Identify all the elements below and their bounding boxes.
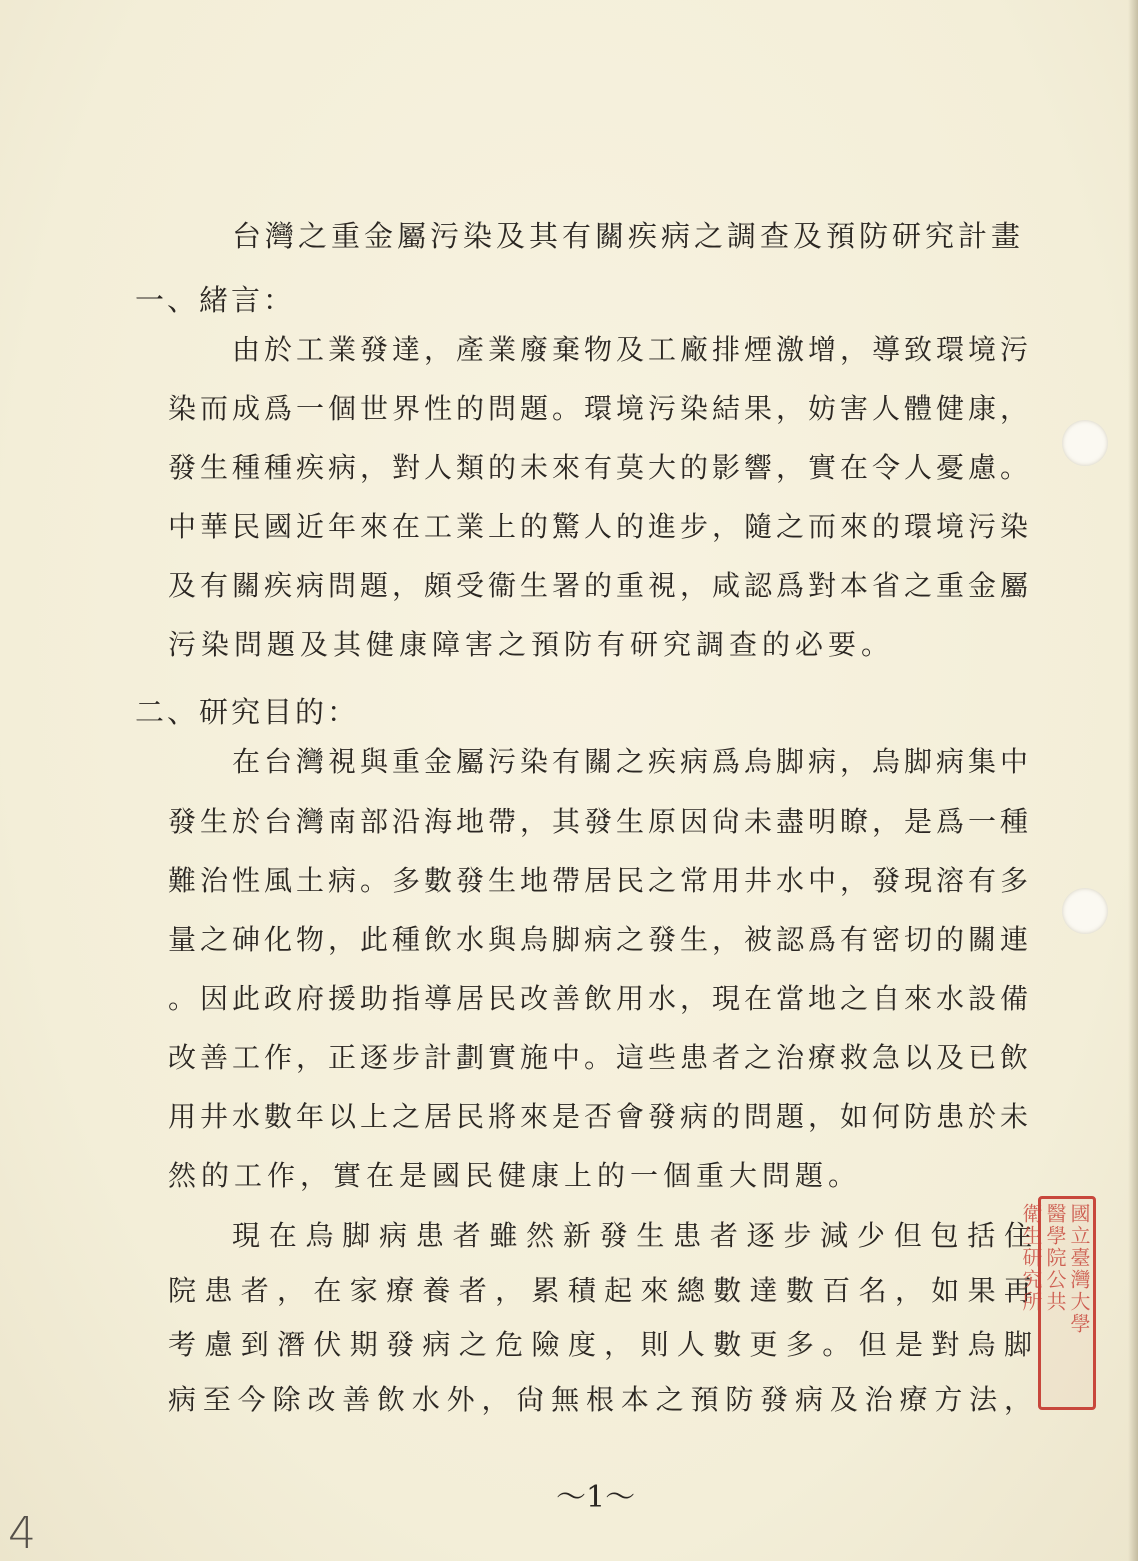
red-seal-stamp [1019, 1196, 1096, 1410]
page-number: ～1～ [556, 1480, 636, 1515]
paragraph-line: 由於工業發達，產業廢棄物及工廠排煙激增，導致環境污 [232, 333, 1028, 366]
paragraph-line: 用井水數年以上之居民將來是否會發病的問題，如何防患於未 [168, 1100, 1028, 1133]
stamp-text-column: 醫學院公共 [1043, 1203, 1067, 1313]
paragraph-line: 染而成爲一個世界性的問題。環境污染結果，妨害人體健康， [168, 392, 1028, 425]
paragraph-line: 難治性風土病。多數發生地帶居民之常用井水中，發現溶有多 [168, 864, 1028, 897]
paragraph-line: 院患者，在家療養者，累積起來總數達數百名，如果再 [168, 1274, 1032, 1307]
paragraph-line: 改善工作，正逐步計劃實施中。這些患者之治療救急以及已飲 [168, 1041, 1028, 1074]
paragraph-line: 考慮到潛伏期發病之危險度，則人數更多。但是對烏脚 [168, 1328, 1032, 1361]
stamp-text-column: 衛生研究所 [1019, 1203, 1043, 1313]
paragraph-line: 發生於台灣南部沿海地帶，其發生原因尙未盡明瞭，是爲一種 [168, 805, 1028, 838]
paragraph-line: 在台灣視與重金屬污染有關之疾病爲烏脚病，烏脚病集中 [232, 745, 1028, 778]
paragraph-line: 。因此政府援助指導居民改善飲用水，現在當地之自來水設備 [168, 982, 1028, 1015]
paragraph-line: 及有關疾病問題，頗受衞生署的重視，咸認爲對本省之重金屬 [168, 569, 1028, 602]
document-title: 台灣之重金屬污染及其有關疾病之調查及預防研究計畫 [232, 219, 1025, 253]
paragraph-line: 然的工作，實在是國民健康上的一個重大問題。 [168, 1159, 862, 1192]
handwritten-page-number: 4 [8, 1508, 36, 1559]
paragraph-line: 中華民國近年來在工業上的驚人的進步，隨之而來的環境污染 [168, 510, 1028, 543]
paragraph-line: 發生種種疾病，對人類的未來有莫大的影響，實在令人憂慮。 [168, 451, 1028, 484]
section-heading-introduction: 一、緒言： [135, 283, 296, 317]
paragraph-line: 量之砷化物，此種飲水與烏脚病之發生，被認爲有密切的關連 [168, 923, 1028, 956]
paragraph-line: 現在烏脚病患者雖然新發生患者逐步減少但包括住 [232, 1219, 1032, 1252]
page-edge-shadow [1128, 0, 1138, 1561]
paragraph-line: 污染問題及其健康障害之預防有研究調查的必要。 [168, 628, 895, 661]
paragraph-line: 病至今除改善飲水外，尙無根本之預防發病及治療方法， [168, 1383, 1032, 1416]
stamp-text-column: 國立臺灣大學 [1067, 1203, 1091, 1335]
punch-hole [1062, 420, 1108, 466]
punch-hole [1062, 888, 1108, 934]
section-heading-research-purpose: 二、研究目的： [135, 695, 360, 729]
